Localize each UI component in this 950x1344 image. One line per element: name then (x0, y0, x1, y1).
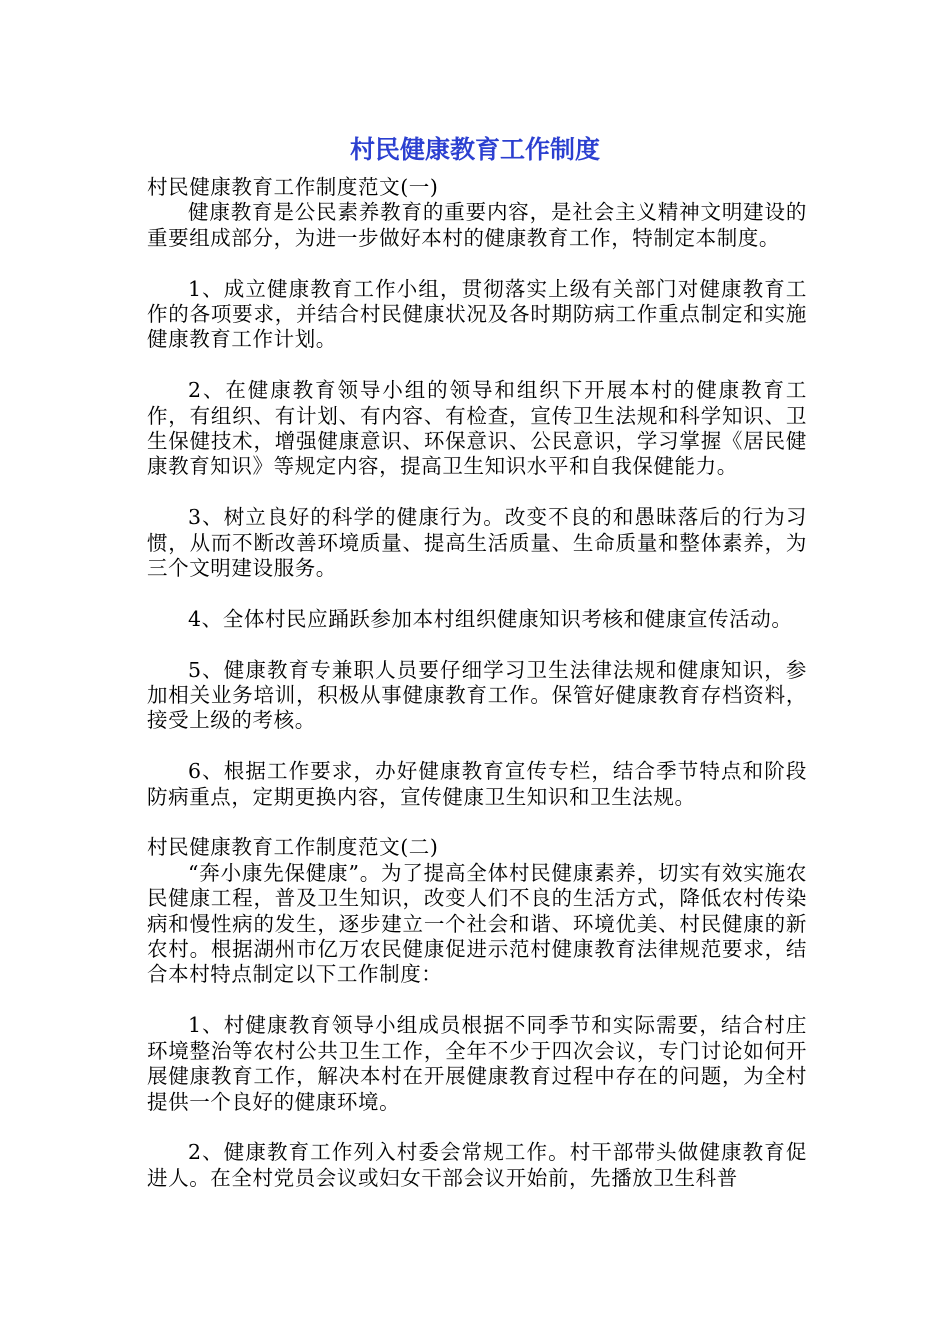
paragraph-item-4: 4、全体村民应踊跃参加本村组织健康知识考核和健康宣传活动。 (188, 606, 793, 631)
document-title: 村民健康教育工作制度 (349, 135, 600, 164)
paragraph-item-2-2: 2、健康教育工作列入村委会常规工作。村干部带头做健康教育促进人。在全村党员会议或妇女干部会议开始前，先播放卫生科普 (147, 1140, 807, 1190)
section-heading-2: 村民健康教育工作制度范文(二) (147, 835, 439, 860)
paragraph-intro-1: 健康教育是公民素养教育的重要内容，是社会主义精神文明建设的重要组成部分，为进一步做好本村的健康教育工作，特制定本制度。 (147, 200, 807, 250)
paragraph-item-3: 3、树立良好的科学的健康行为。改变不良的和愚昧落后的行为习惯，从而不断改善环境质量、提高生活质量、生命质量和整体素养，为三个文明建设服务。 (147, 505, 807, 581)
paragraph-intro-2: “奔小康先保健康”。为了提高全体村民健康素养，切实有效实施农民健康工程，普及卫生知识，改变人们不良的生活方式，降低农村传染病和慢性病的发生，逐步建立一个社会和谐、环境优美、村民健康的新农村。根据湖州市亿万农民健康促进示范村健康教育法律规范要求，结合本村特点制定以下工作制度： (147, 860, 807, 987)
paragraph-item-6: 6、根据工作要求，办好健康教育宣传专栏，结合季节特点和阶段防病重点，定期更换内容，宣传健康卫生知识和卫生法规。 (147, 759, 807, 809)
paragraph-item-5: 5、健康教育专兼职人员要仔细学习卫生法律法规和健康知识，参加相关业务培训，积极从事健康教育工作。保管好健康教育存档资料，接受上级的考核。 (147, 657, 807, 733)
paragraph-item-2: 2、在健康教育领导小组的领导和组织下开展本村的健康教育工作，有组织、有计划、有内容、有检查，宣传卫生法规和科学知识、卫生保健技术，增强健康意识、环保意识、公民意识，学习掌握《居民健康教育知识》等规定内容，提高卫生知识水平和自我保健能力。 (147, 378, 807, 479)
paragraph-item-2-1: 1、村健康教育领导小组成员根据不同季节和实际需要，结合村庄环境整治等农村公共卫生工作，全年不少于四次会议，专门讨论如何开展健康教育工作，解决本村在开展健康教育过程中存在的问题，为全村提供一个良好的健康环境。 (147, 1013, 807, 1114)
document-body (147, 175, 807, 1191)
section-heading-1: 村民健康教育工作制度范文(一) (147, 175, 439, 199)
paragraph-item-1: 1、成立健康教育工作小组，贯彻落实上级有关部门对健康教育工作的各项要求，并结合村民健康状况及各时期防病工作重点制定和实施健康教育工作计划。 (147, 276, 807, 352)
